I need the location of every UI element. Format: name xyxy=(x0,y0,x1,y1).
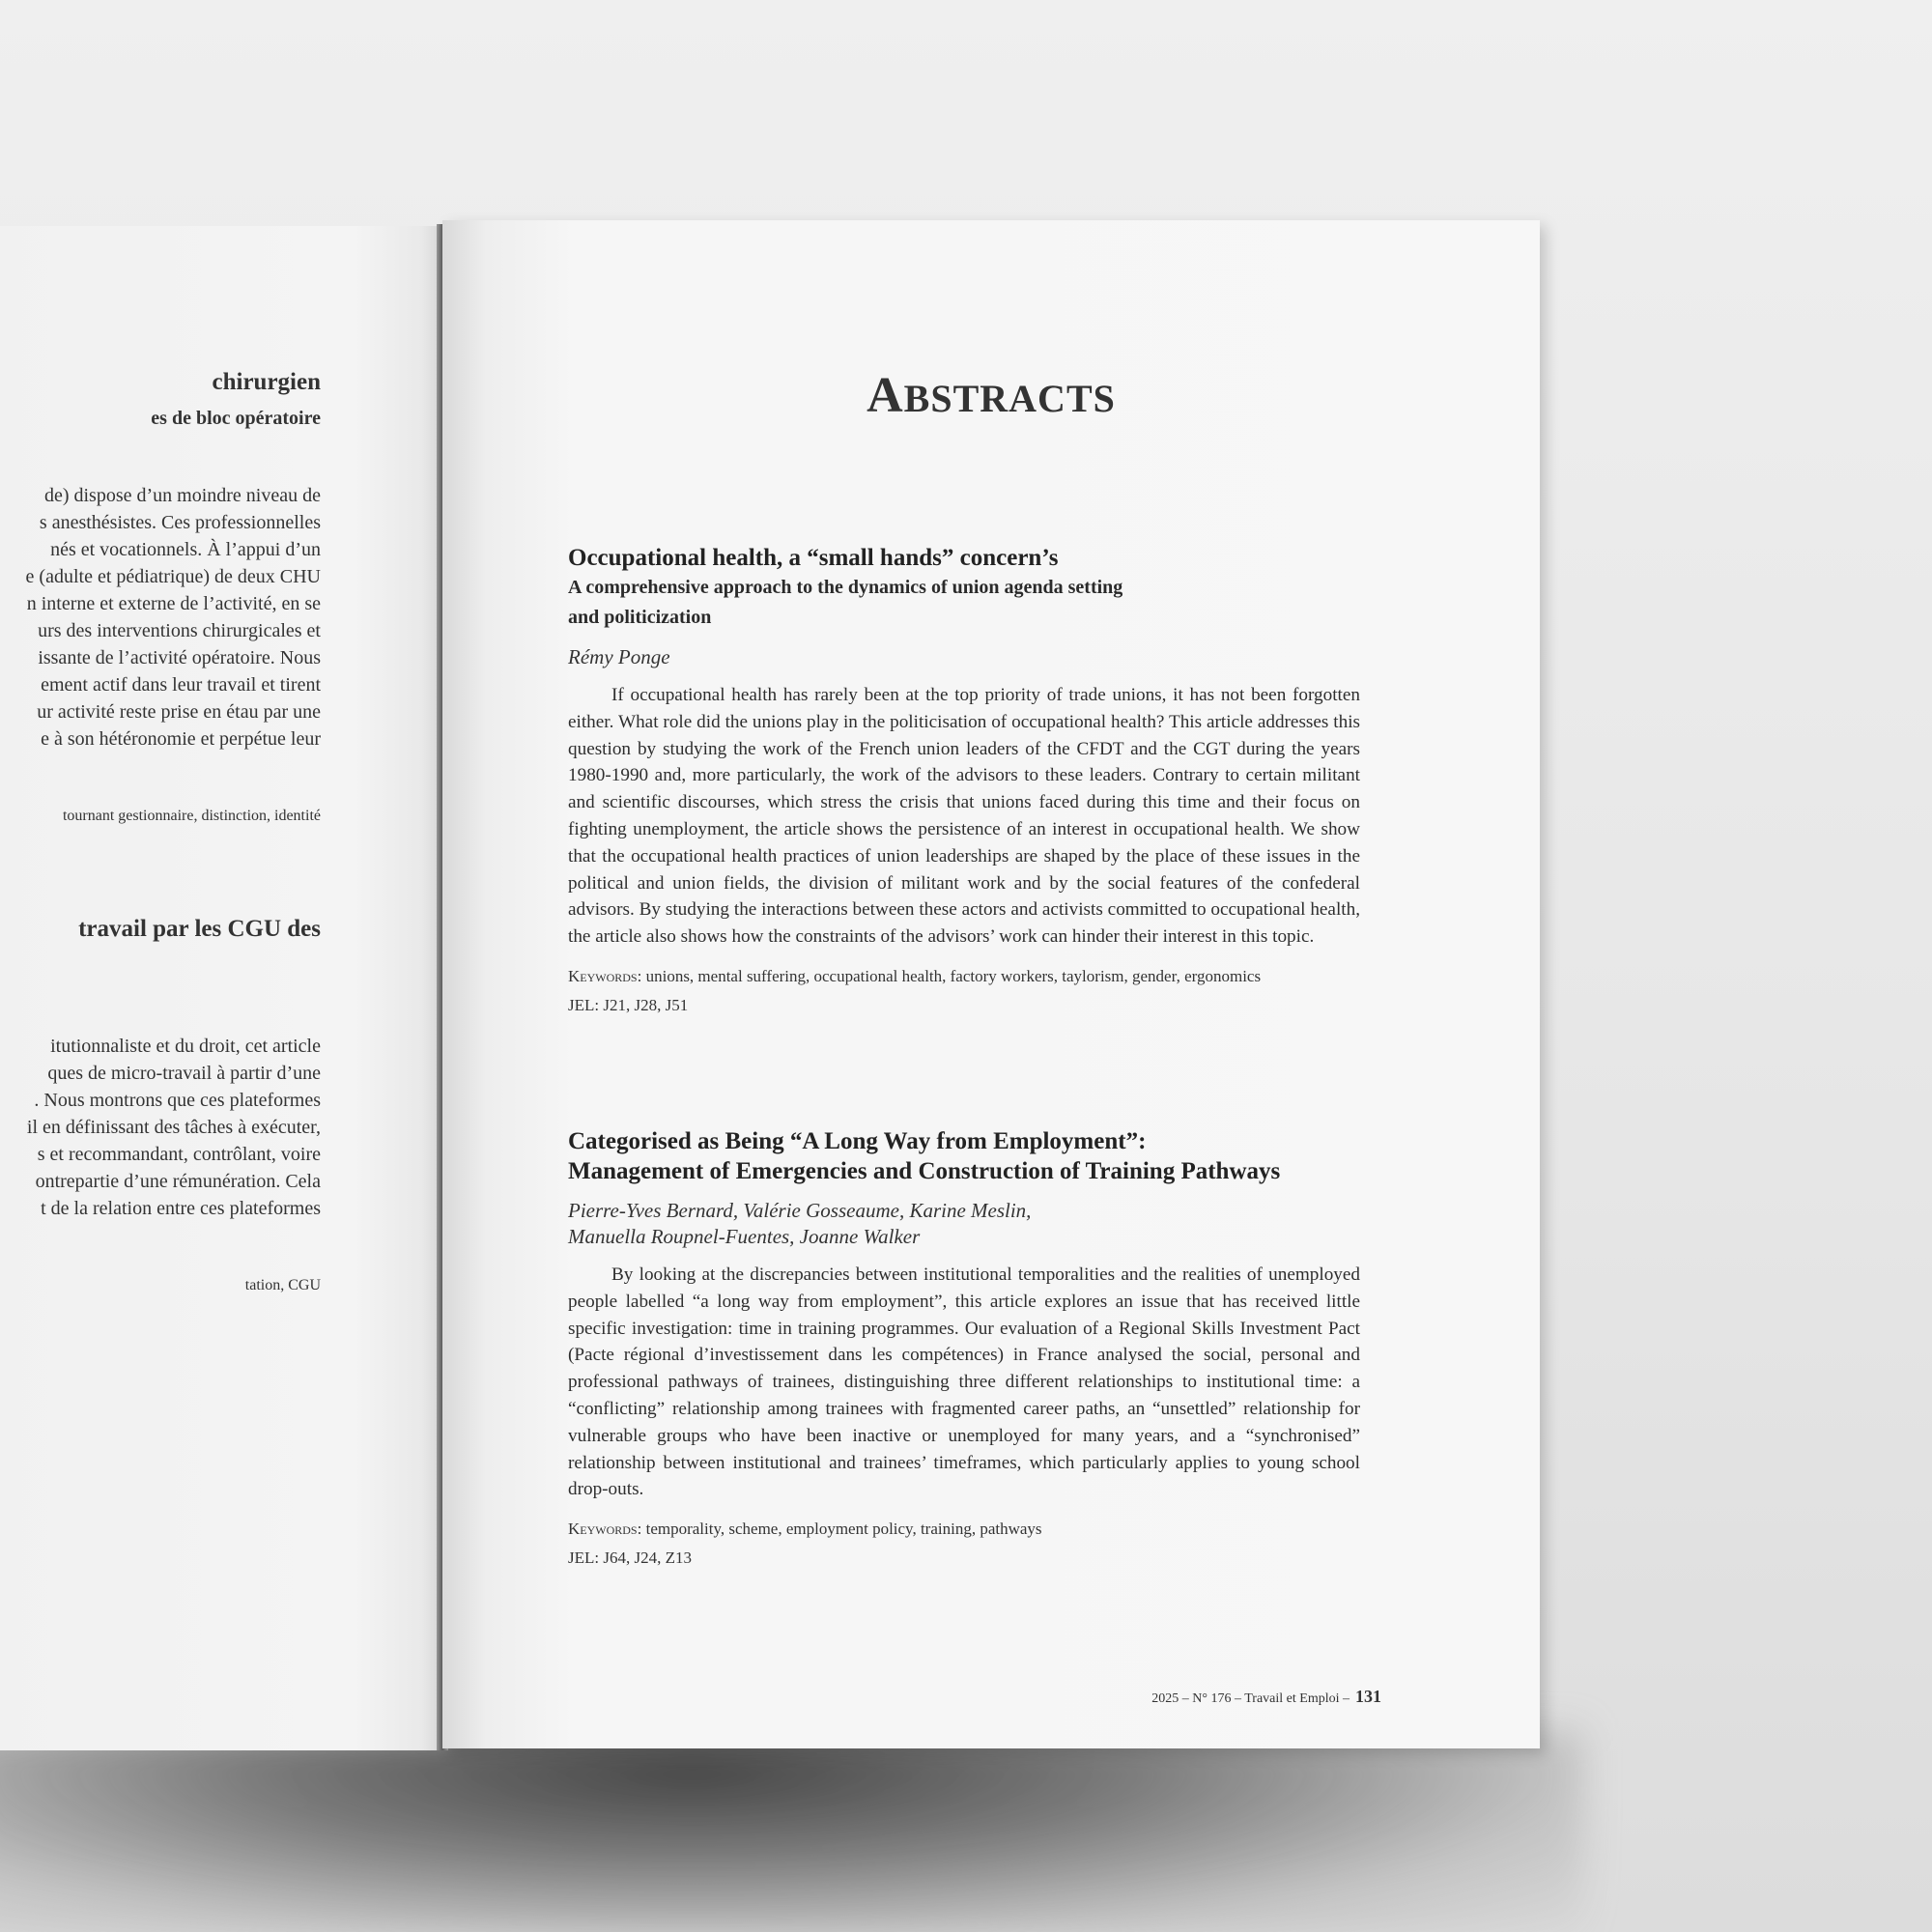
left-body2-line: itutionnaliste et du droit, cet article xyxy=(50,1036,321,1057)
left-heading-line1: chirurgien xyxy=(212,369,321,395)
keywords-text: temporality, scheme, employment policy, training, pathways xyxy=(645,1520,1042,1539)
abstract-keywords xyxy=(568,1515,1360,1544)
abstract-title-line1: Categorised as Being “A Long Way from Employment”: xyxy=(568,1128,1147,1154)
left-heading2: travail par les CGU des xyxy=(78,916,321,942)
left-body-line: s anesthésistes. Ces professionnelles xyxy=(39,512,321,533)
left-body-line: ur activité reste prise en étau par une xyxy=(37,701,321,723)
keywords-text: unions, mental suffering, occupational health, factory workers, taylorism, gender, ergonomics xyxy=(645,966,1262,985)
left-body-line: ement actif dans leur travail et tirent xyxy=(41,674,321,696)
abstract-2 xyxy=(568,1126,1360,1573)
title-initial: A xyxy=(867,368,904,423)
abstract-subtitle-line2: and politicization xyxy=(568,607,712,628)
title-rest: BSTRACTS xyxy=(903,377,1116,420)
left-body-line: e à son hétéronomie et perpétue leur xyxy=(41,728,321,750)
left-heading-line2: es de bloc opératoire xyxy=(151,408,321,429)
left-body2-line: . Nous montrons que ces plateformes xyxy=(34,1090,321,1111)
left-body2-line: t de la relation entre ces plateformes xyxy=(41,1198,321,1219)
left-body-line: issante de l’activité opératoire. Nous xyxy=(38,647,321,668)
abstract-subtitle-line1: A comprehensive approach to the dynamics of union agenda setting xyxy=(568,577,1123,598)
left-body2-line: ques de micro-travail à partir d’une xyxy=(47,1063,321,1084)
abstract-jel: JEL: J64, J24, Z13 xyxy=(568,1548,692,1568)
left-body2-line: s et recommandant, contrôlant, voire xyxy=(37,1144,321,1165)
abstract-body: By looking at the discrepancies between institutional temporalities and the realities of unemployed people labelled “a long way from employment”, this article explores an issue that has received little specific investigation: time in training programmes. Our evaluation of a Regional Skills Investment Pact (Pacte régional d’investissement dans les compétences) in France analysed the social, personal and professional pathways of trainees, distinguishing three different relationships to institutional time: a “conflicting” relationship among trainees with fragmented career paths, an “unsettled” relationship for vulnerable groups who have been inactive or unemployed for many years, and a “synchronised” relationship between institutional and trainees’ timeframes, which particularly applies to young school drop-outs. xyxy=(568,1264,1360,1500)
left-body-line: de) dispose d’un moindre niveau de xyxy=(43,485,321,506)
left-body2-line: il en définissant des tâches à exécuter, xyxy=(26,1117,321,1138)
left-body-line: e (adulte et pédiatrique) de deux CHU xyxy=(25,566,321,587)
abstract-author: Rémy Ponge xyxy=(568,645,670,668)
left-body-line: n interne et externe de l’activité, en se xyxy=(26,593,321,614)
right-page xyxy=(442,220,1540,1748)
book-shadow xyxy=(0,1729,1584,1932)
left-body-line: urs des interventions chirurgicales et xyxy=(38,620,321,641)
abstract-1 xyxy=(568,543,1360,1020)
abstract-authors-line2: Manuella Roupnel-Fuentes, Joanne Walker xyxy=(568,1225,921,1248)
abstract-keywords xyxy=(568,962,1360,991)
abstract-authors-line1: Pierre-Yves Bernard, Valérie Gosseaume, Karine Meslin, xyxy=(568,1199,1032,1222)
abstract-title-line2: Management of Emergencies and Construction of Training Pathways xyxy=(568,1158,1281,1184)
page-number: 131 xyxy=(1355,1687,1381,1706)
left-page xyxy=(0,226,444,1750)
abstract-jel: JEL: J21, J28, J51 xyxy=(568,995,689,1014)
abstract-title: Occupational health, a “small hands” concern’s xyxy=(568,545,1059,571)
left-keywords2: tation, CGU xyxy=(244,1277,321,1293)
keywords-label: Keywords: xyxy=(568,1520,642,1539)
left-body2-line: ontrepartie d’une rémunération. Cela xyxy=(35,1171,321,1192)
left-keywords: tournant gestionnaire, distinction, identité xyxy=(62,808,321,824)
page-title xyxy=(442,367,1540,424)
keywords-label: Keywords: xyxy=(568,966,642,985)
left-body-line: nés et vocationnels. À l’appui d’un xyxy=(50,539,321,560)
page-footer xyxy=(1151,1687,1381,1707)
abstract-body: If occupational health has rarely been at the top priority of trade unions, it has not been forgotten either. What role did the unions play in the politicisation of occupational health? This article addresses this question by studying the work of the French union leaders of the CFDT and the CGT during the years 1980-1990 and, more particularly, the work of the advisors to these leaders. Contrary to certain militant and scientific discourses, which stress the crisis that unions faced during this time and their focus on fighting unemployment, the article shows the persistence of an interest in occupational health. We show that the occupational health practices of union leaderships are shaped by the place of these issues in the political and union fields, the division of militant work and by the social features of the confederal advisors. By studying the interactions between these actors and activists committed to occupational health, the article also shows how the constraints of the advisors’ work can hinder their interest in this topic. xyxy=(568,685,1360,948)
footer-journal: 2025 – N° 176 – Travail et Emploi – xyxy=(1151,1691,1350,1706)
